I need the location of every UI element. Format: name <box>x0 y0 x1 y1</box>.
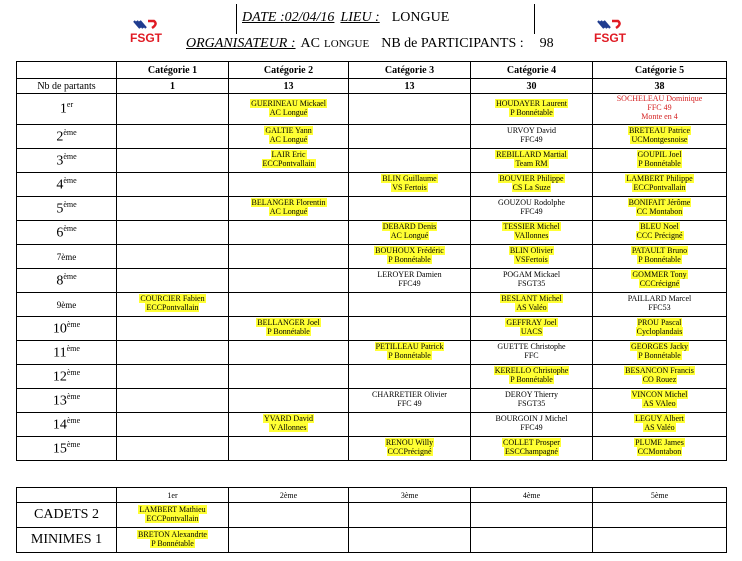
rider-club: AC Longué <box>390 231 429 240</box>
result-cell <box>229 269 349 293</box>
rider-club: P Bonnétable <box>267 327 310 336</box>
result-cell <box>117 173 229 197</box>
rider-name: REBILLARD Martial <box>496 150 567 159</box>
rider-club: UACS <box>520 327 543 336</box>
result-cell <box>349 341 471 365</box>
result-cell <box>593 341 727 365</box>
rider-entry <box>498 198 565 216</box>
result-cell <box>471 341 593 365</box>
placing-label: 15ème <box>17 437 117 461</box>
starters-row <box>17 79 727 94</box>
result-cell <box>593 245 727 269</box>
result-cell <box>117 503 229 528</box>
rider-club: CCCrécigné <box>639 279 680 288</box>
rider-entry <box>636 318 684 336</box>
rider-club: FFC49 <box>398 279 421 288</box>
rider-name: RENOU Willy <box>385 438 434 447</box>
placing-label: 6ème <box>17 221 117 245</box>
rider-club: CCMontabon <box>637 447 682 456</box>
results-table <box>16 61 727 461</box>
result-cell <box>349 413 471 437</box>
placing-row <box>17 437 727 461</box>
rider-entry <box>631 390 689 408</box>
rider-entry <box>251 198 327 216</box>
starters-count: 13 <box>229 79 349 94</box>
rider-entry <box>495 99 568 117</box>
lieu-label: LIEU : <box>340 10 380 25</box>
result-cell <box>593 317 727 341</box>
rider-entry <box>496 414 568 432</box>
result-cell <box>593 173 727 197</box>
result-cell <box>593 389 727 413</box>
rider-entry <box>628 198 692 216</box>
rider-entry <box>139 294 205 312</box>
result-cell <box>349 293 471 317</box>
rider-club: FSGT35 <box>517 279 546 288</box>
result-cell <box>229 341 349 365</box>
result-cell <box>349 94 471 125</box>
result-cell <box>471 317 593 341</box>
youth-category-label: MINIMES 1 <box>17 528 117 553</box>
result-cell <box>229 149 349 173</box>
result-cell <box>471 293 593 317</box>
youth-category-label: CADETS 2 <box>17 503 117 528</box>
rider-entry <box>630 342 689 360</box>
result-cell <box>471 197 593 221</box>
placing-header: 3ème <box>349 488 471 503</box>
placing-label: 7ème <box>17 245 117 269</box>
rider-club: FFC <box>524 351 539 360</box>
rider-entry <box>500 294 563 312</box>
rider-entry <box>617 94 703 121</box>
rider-club: VSFertois <box>515 255 548 264</box>
result-cell <box>229 389 349 413</box>
rider-club: ECCPontvallain <box>146 513 199 523</box>
rider-entry <box>498 174 564 192</box>
rider-club: FFC 49 <box>397 399 422 408</box>
rider-entry <box>505 390 558 408</box>
result-cell <box>471 365 593 389</box>
rider-entry <box>256 318 320 336</box>
rider-entry <box>637 150 683 168</box>
placing-row <box>17 293 727 317</box>
placing-label: 11ème <box>17 341 117 365</box>
rider-club: ECCPontvallain <box>146 303 199 312</box>
rider-name: URVOY David <box>506 126 557 135</box>
placing-row <box>17 413 727 437</box>
rider-club: P Bonnétable <box>510 107 553 117</box>
result-cell <box>117 528 229 553</box>
placing-header: 4ème <box>471 488 593 503</box>
placing-row <box>17 317 727 341</box>
rider-club: V Allonnes <box>270 423 307 432</box>
rider-name: COURCIER Fabien <box>140 294 205 303</box>
youth-header-row <box>17 488 727 503</box>
rider-name: BRETON Alexandrte <box>138 529 207 539</box>
rider-club: FSGT35 <box>517 399 546 408</box>
rider-entry <box>502 438 561 456</box>
result-cell <box>471 94 593 125</box>
fsgt-logo-right <box>592 18 632 46</box>
rider-name: GOMMER Tony <box>632 270 687 279</box>
rider-club: AC Longué <box>269 135 308 144</box>
placing-header: 1er <box>117 488 229 503</box>
rider-entry <box>385 438 434 456</box>
result-cell <box>229 197 349 221</box>
rider-entry <box>497 342 565 360</box>
rider-name: PETILLEAU Patrick <box>375 342 444 351</box>
participants-label: NB de PARTICIPANTS : <box>381 36 524 51</box>
rider-club: VAllonnes <box>514 231 549 240</box>
result-cell <box>349 221 471 245</box>
rider-name: GALTIE Yann <box>265 126 312 135</box>
placing-row <box>17 94 727 125</box>
rider-club: Cycloplandais <box>636 327 683 336</box>
placing-label: 10ème <box>17 317 117 341</box>
result-cell <box>229 173 349 197</box>
header-date-line <box>242 10 449 26</box>
result-cell <box>471 149 593 173</box>
rider-name: LEGUY Albert <box>635 414 684 423</box>
rider-entry <box>494 366 570 384</box>
result-cell <box>229 503 349 528</box>
placing-label: 4ème <box>17 173 117 197</box>
fsgt-logo-left <box>128 18 168 46</box>
result-cell <box>471 269 593 293</box>
date-value: 02/04/16 <box>284 10 335 25</box>
rider-name: LAMBERT Mathieu <box>139 504 206 514</box>
placing-label: 14ème <box>17 413 117 437</box>
result-cell <box>349 173 471 197</box>
rider-entry <box>375 342 445 360</box>
rider-name: BOUHOUX Frédéric <box>375 246 444 255</box>
rider-name: GEFFRAY Joel <box>506 318 557 327</box>
rider-entry <box>631 270 687 288</box>
rider-club: AC Longué <box>269 107 308 117</box>
rider-name: PATAULT Bruno <box>631 246 688 255</box>
result-cell <box>229 317 349 341</box>
placing-label: 12ème <box>17 365 117 389</box>
result-cell <box>229 528 349 553</box>
placing-label: 5ème <box>17 197 117 221</box>
rider-club: P Bonnétable <box>388 255 431 264</box>
rider-club: Team RM <box>515 159 548 168</box>
organisateur-suffix: LONGUE <box>323 38 370 50</box>
rider-entry <box>628 294 691 312</box>
rider-name: GOUPIL Joel <box>637 150 682 159</box>
result-cell <box>117 389 229 413</box>
category-header: Catégorie 3 <box>349 62 471 79</box>
placing-row <box>17 341 727 365</box>
rider-club: CC Montabon <box>636 207 683 216</box>
rider-entry <box>502 222 560 240</box>
rider-club: P Bonnétable <box>638 255 681 264</box>
rider-club: AC Longué <box>269 207 308 216</box>
result-cell <box>117 317 229 341</box>
rider-name: BLIN Olivier <box>509 246 554 255</box>
starters-count: 1 <box>117 79 229 94</box>
result-cell <box>229 125 349 149</box>
rider-club: ECCPontvallain <box>262 159 315 168</box>
rider-club: CS La Suze <box>512 183 551 192</box>
starters-count: 38 <box>593 79 727 94</box>
result-cell <box>229 365 349 389</box>
rider-entry <box>634 414 685 432</box>
rider-entry <box>137 530 208 548</box>
rider-club: P Bonnétable <box>510 375 553 384</box>
result-cell <box>229 245 349 269</box>
rider-entry <box>263 414 314 432</box>
category-header-row <box>17 62 727 79</box>
rider-name: PAILLARD Marcel <box>627 294 692 303</box>
rider-club: FFC49 <box>520 207 543 216</box>
rider-club: AS Valéo <box>516 303 547 312</box>
organisateur-label: ORGANISATEUR : <box>186 36 296 51</box>
starters-count: 13 <box>349 79 471 94</box>
rider-entry <box>250 99 327 117</box>
placing-row <box>17 365 727 389</box>
rider-name: LEROYER Damien <box>377 270 442 279</box>
result-cell <box>349 365 471 389</box>
placing-row <box>17 389 727 413</box>
placing-row <box>17 245 727 269</box>
corner-cell <box>17 488 117 503</box>
result-cell <box>229 437 349 461</box>
rider-entry <box>372 390 447 408</box>
category-header: Catégorie 5 <box>593 62 727 79</box>
result-cell <box>349 528 471 553</box>
rider-entry <box>509 246 554 264</box>
result-cell <box>117 149 229 173</box>
rider-club: FFC53 <box>648 303 671 312</box>
rider-entry <box>625 174 693 192</box>
rider-entry <box>374 246 445 264</box>
placing-row <box>17 197 727 221</box>
rider-name: LAIR Eric <box>271 150 306 159</box>
result-cell <box>349 149 471 173</box>
rider-name: BESLANT Michel <box>501 294 562 303</box>
rider-club: FFC49 <box>520 135 543 144</box>
placing-label: 13ème <box>17 389 117 413</box>
placing-label: 2ème <box>17 125 117 149</box>
result-cell <box>117 269 229 293</box>
header-organizer-line <box>186 36 554 52</box>
rider-entry <box>377 270 441 288</box>
rider-name: GUERINEAU Mickael <box>251 98 326 108</box>
category-header: Catégorie 2 <box>229 62 349 79</box>
rider-name: BOURGOIN J Michel <box>495 414 568 423</box>
rider-name: GEORGES Jacky <box>630 342 689 351</box>
rider-club: FFC 49 <box>647 103 672 112</box>
category-header: Catégorie 1 <box>117 62 229 79</box>
rider-name: BELANGER Florentin <box>251 198 326 207</box>
result-cell <box>117 221 229 245</box>
rider-entry <box>381 174 437 192</box>
rider-club: AS VAleo <box>643 399 676 408</box>
lieu-value: LONGUE <box>391 10 450 25</box>
result-cell <box>471 413 593 437</box>
result-cell <box>229 293 349 317</box>
rider-name: HOUDAYER Laurent <box>495 98 568 108</box>
rider-name: TESSIER Michel <box>503 222 560 231</box>
rider-club: P Bonnétable <box>151 538 194 548</box>
rider-club: VS Fertois <box>392 183 427 192</box>
rider-club: Monte en 4 <box>641 112 678 121</box>
result-cell <box>229 94 349 125</box>
rider-name: BONIFAIT Jérôme <box>628 198 691 207</box>
result-cell <box>117 293 229 317</box>
rider-entry <box>138 505 206 523</box>
placing-header: 5ème <box>593 488 727 503</box>
result-cell <box>117 365 229 389</box>
logo-text: FSGT <box>130 31 162 45</box>
corner-cell <box>17 62 117 79</box>
rider-name: SOCHELEAU Dominique <box>616 94 703 103</box>
rider-club: ECCPontvallain <box>633 183 686 192</box>
logo-text: FSGT <box>594 31 626 45</box>
rider-name: DEBARD Denis <box>382 222 437 231</box>
starters-label: Nb de partants <box>17 79 117 94</box>
rider-name: BELLANGER Joel <box>257 318 320 327</box>
result-cell <box>593 94 727 125</box>
result-cell <box>117 94 229 125</box>
rider-entry <box>634 438 685 456</box>
result-cell <box>593 149 727 173</box>
result-cell <box>593 125 727 149</box>
result-cell <box>593 437 727 461</box>
result-cell <box>471 437 593 461</box>
result-cell <box>117 197 229 221</box>
result-cell <box>471 528 593 553</box>
date-label: DATE : <box>242 10 285 25</box>
category-header: Catégorie 4 <box>471 62 593 79</box>
rider-name: YVARD David <box>264 414 313 423</box>
rider-name: BRETEAU Patrice <box>628 126 691 135</box>
rider-club: CCCPrécigné <box>387 447 432 456</box>
result-cell <box>117 413 229 437</box>
rider-name: BLIN Guillaume <box>382 174 437 183</box>
result-cell <box>593 221 727 245</box>
result-cell <box>593 528 727 553</box>
result-cell <box>471 389 593 413</box>
result-cell <box>593 269 727 293</box>
rider-name: BLEU Noel <box>640 222 679 231</box>
organisateur-prefix: AC <box>300 36 320 51</box>
rider-name: PLUME James <box>635 438 684 447</box>
placing-row <box>17 269 727 293</box>
rider-entry <box>631 246 688 264</box>
rider-entry <box>503 270 560 288</box>
result-cell <box>229 221 349 245</box>
result-cell <box>471 245 593 269</box>
rider-entry <box>495 150 567 168</box>
result-cell <box>349 317 471 341</box>
placing-row <box>17 173 727 197</box>
rider-name: DEROY Thierry <box>504 390 559 399</box>
rider-name: CHARRETIER Olivier <box>372 390 447 399</box>
result-cell <box>349 503 471 528</box>
rider-name: BESANCON Francis <box>625 366 694 375</box>
rider-entry <box>262 150 316 168</box>
rider-club: UCMontgesnoise <box>631 135 688 144</box>
result-cell <box>349 245 471 269</box>
rider-club: ESCChampagné <box>505 447 558 456</box>
result-cell <box>593 413 727 437</box>
rider-entry <box>624 366 695 384</box>
result-cell <box>593 365 727 389</box>
rider-club: CO Rouez <box>642 375 677 384</box>
result-cell <box>349 269 471 293</box>
rider-entry <box>505 318 557 336</box>
result-cell <box>229 413 349 437</box>
rider-name: VINCON Michel <box>631 390 688 399</box>
youth-category-row <box>17 528 727 553</box>
result-cell <box>349 125 471 149</box>
result-cell <box>349 389 471 413</box>
rider-club: AS Valéo <box>644 423 675 432</box>
youth-category-row <box>17 503 727 528</box>
rider-club: CCC Précigné <box>636 231 683 240</box>
rider-name: POGAM Mickael <box>502 270 561 279</box>
placing-label: 9ème <box>17 293 117 317</box>
rider-club: P Bonnétable <box>388 351 431 360</box>
rider-name: KERELLO Christophe <box>494 366 569 375</box>
rider-name: PROU Pascal <box>637 318 682 327</box>
rider-entry <box>636 222 684 240</box>
placing-row <box>17 221 727 245</box>
placing-row <box>17 125 727 149</box>
result-cell <box>593 503 727 528</box>
rider-name: BOUVIER Philippe <box>499 174 564 183</box>
placing-label: 8ème <box>17 269 117 293</box>
placing-header: 2ème <box>229 488 349 503</box>
rider-entry <box>264 126 312 144</box>
result-cell <box>471 503 593 528</box>
result-cell <box>349 437 471 461</box>
result-cell <box>471 173 593 197</box>
result-cell <box>349 197 471 221</box>
result-cell <box>471 221 593 245</box>
result-cell <box>117 125 229 149</box>
participants-value: 98 <box>539 36 554 51</box>
result-cell <box>471 125 593 149</box>
rider-club: P Bonnétable <box>638 351 681 360</box>
youth-results-table <box>16 487 727 553</box>
rider-name: COLLET Prosper <box>503 438 560 447</box>
starters-count: 30 <box>471 79 593 94</box>
rider-club: P Bonnétable <box>638 159 681 168</box>
rider-name: LAMBERT Philippe <box>626 174 693 183</box>
placing-row <box>17 149 727 173</box>
result-cell <box>593 197 727 221</box>
rider-club: FFC49 <box>520 423 543 432</box>
rider-entry <box>382 222 438 240</box>
rider-name: GOUZOU Rodolphe <box>498 198 565 207</box>
rider-name: GUETTE Christophe <box>497 342 566 351</box>
result-cell <box>117 437 229 461</box>
result-cell <box>117 245 229 269</box>
placing-label: 3ème <box>17 149 117 173</box>
result-cell <box>593 293 727 317</box>
rider-entry <box>628 126 691 144</box>
placing-label: 1er <box>17 94 117 125</box>
result-cell <box>117 341 229 365</box>
rider-entry <box>507 126 556 144</box>
